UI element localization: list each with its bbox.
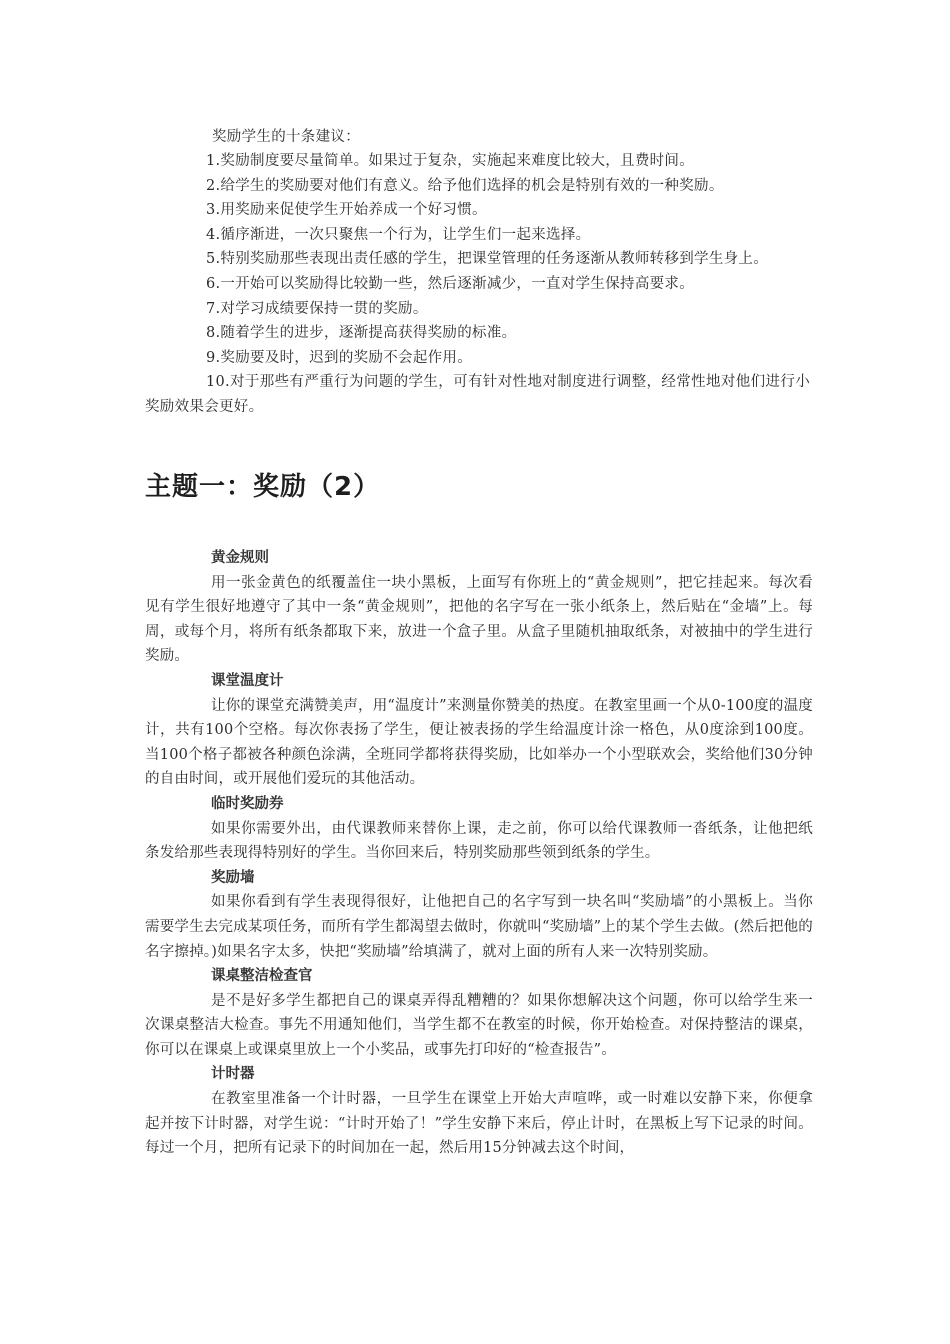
list-item: 3.用奖励来促使学生开始养成一个好习惯。 [206, 202, 487, 219]
subsection-title: 黄金规则 [211, 550, 269, 566]
subsection-title: 计时器 [211, 1066, 255, 1083]
subsection-title: 奖励墙 [211, 869, 255, 886]
list-item: 1.奖励制度要尽量简单。如果过于复杂，实施起来难度比较大，且费时间。 [206, 153, 695, 169]
paragraph: 用一张金黄色的纸覆盖住一块小黑板，上面写有你班上的“黄金规则”，把它挂起来。每次看见有学生很好地遵守了其中一条“黄金规则”，把他的名字写在一张小纸条上，然后贴在“金墙”上。每周，或每个月，将所有纸条都取下来，放进一个盒子里。从盒子里随机抽取纸条，对被抽中的学生进行奖励。 [145, 574, 813, 665]
list-item: 6.一开始可以奖励得比较勤一些，然后逐渐减少，一直对学生保持高要求。 [206, 275, 695, 292]
paragraph: 如果你需要外出，由代课教师来替你上课，走之前，你可以给代课教师一沓纸条，让他把纸条发给那些表现得特别好的学生。当你回来后，特别奖励那些领到纸条的学生。 [145, 820, 813, 862]
list-item: 2.给学生的奖励要对他们有意义。给予他们选择的机会是特别有效的一种奖励。 [206, 177, 724, 194]
paragraph: 让你的课堂充满赞美声，用“温度计”来测量你赞美的热度。在教室里画一个从0-100度的温度计，共有100个空格。每次你表扬了学生，便让被表扬的学生给温度计涂一格色，从0度涂到100度。当100个格子都被各种颜色涂满，全班同学都将获得奖励，比如举办一个小型联欢会，奖给他们30分钟的自由时间，或开展他们爱玩的其他活动。 [145, 697, 813, 788]
subsection-title: 临时奖励券 [211, 795, 284, 812]
list-item: 10.对于那些有严重行为问题的学生，可有针对性地对制度进行调整，经常性地对他们进行小奖励效果会更好。 [145, 374, 810, 415]
section-heading: 主题一：奖励（2） [145, 472, 381, 502]
list-item: 8.随着学生的进步，逐渐提高获得奖励的标准。 [206, 325, 517, 342]
subsection-title: 课桌整洁检查官 [211, 968, 313, 985]
list-item: 9.奖励要及时，迟到的奖励不会起作用。 [206, 349, 473, 366]
suggestion-list [145, 149, 810, 420]
paragraph: 是不是好多学生都把自己的课桌弄得乱糟糟的？如果你想解决这个问题，你可以给学生来一次课桌整洁大检查。事先不用通知他们，当学生都不在教室的时候，你开始检查。对保持整洁的课桌，你可以在课桌上或课桌里放上一个小奖品，或事先打印好的“检查报告”。 [145, 992, 813, 1058]
list-item: 4.循序渐进，一次只聚焦一个行为，让学生们一起来选择。 [206, 226, 591, 243]
list-item: 5.特别奖励那些表现出责任感的学生，把课堂管理的任务逐渐从教师转移到学生身上。 [206, 251, 769, 268]
list-item: 7.对学习成绩要保持一贯的奖励。 [206, 300, 428, 317]
subsection-title: 课堂温度计 [211, 672, 284, 689]
paragraph: 如果你看到有学生表现得很好，让他把自己的名字写到一块名叫“奖励墙”的小黑板上。当你需要学生去完成某项任务，而所有学生都渴望去做时，你就叫“奖励墙”上的某个学生去做。(然后把他的名字擦掉。)如果名字太多，快把“奖励墙”给填满了，就对上面的所有人来一次特别奖励。 [145, 894, 813, 960]
article-body [145, 546, 813, 1161]
intro-title: 奖励学生的十条建议： [212, 129, 360, 145]
paragraph: 在教室里准备一个计时器，一旦学生在课堂上开始大声喧哗，或一时难以安静下来，你便拿起并按下计时器，对学生说：“计时开始了！”学生安静下来后，停止计时，在黑板上写下记录的时间。每过一个月，把所有记录下的时间加在一起，然后用15分钟减去这个时间， [145, 1091, 813, 1157]
